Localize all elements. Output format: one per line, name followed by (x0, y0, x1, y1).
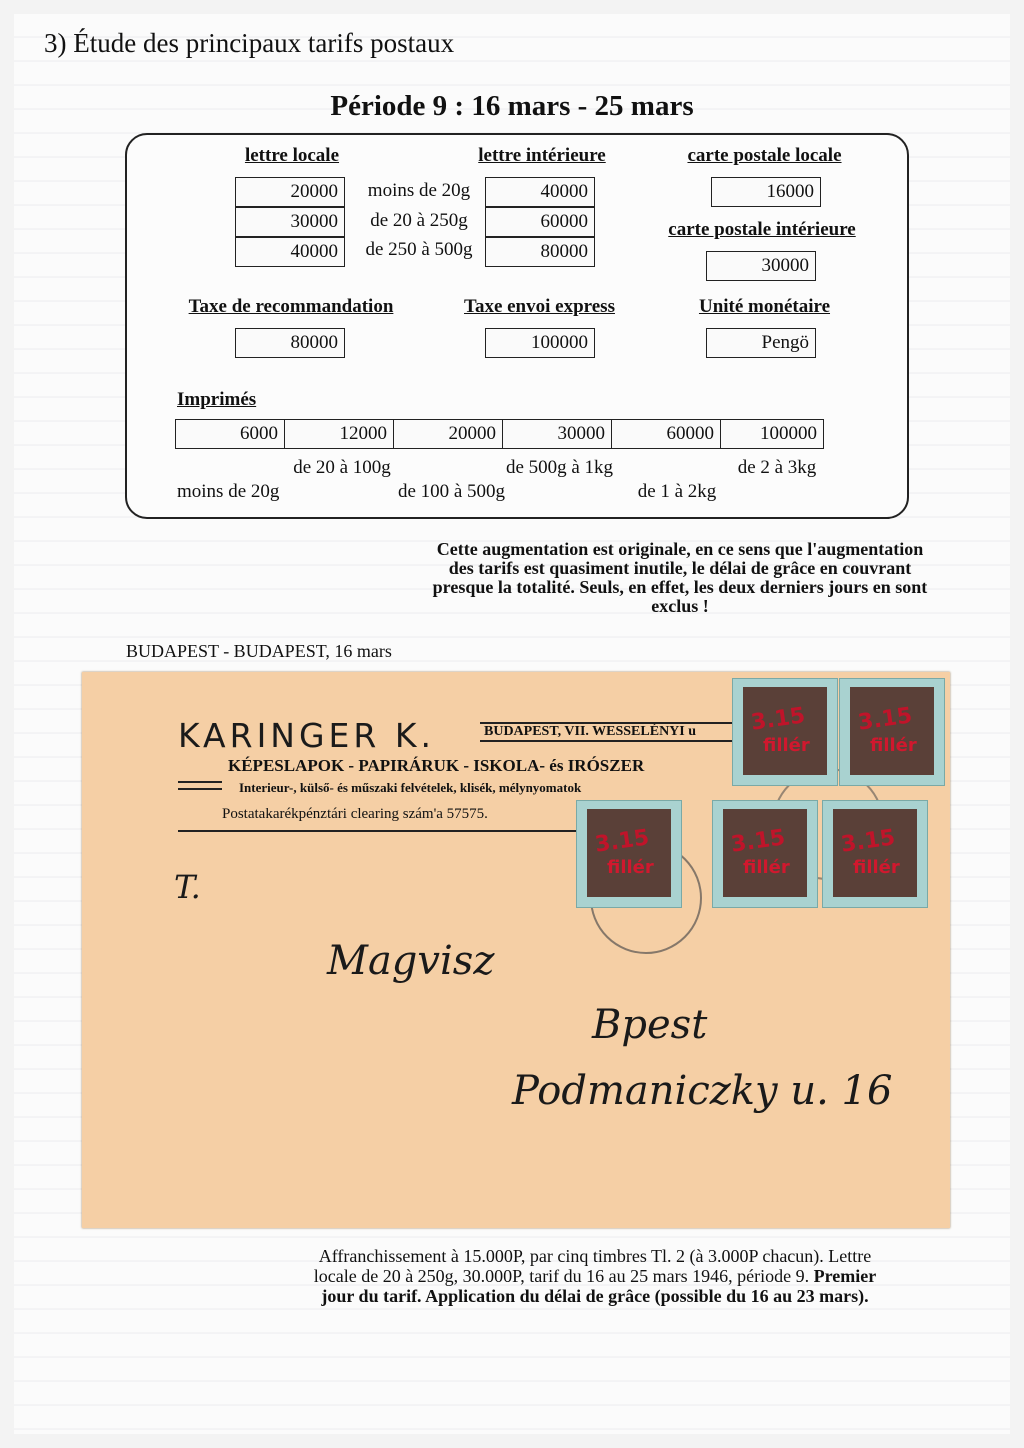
range-1: moins de 20g (367, 180, 471, 201)
cover-rule-2 (178, 788, 222, 790)
imprimes-range-3: de 100 à 500g (397, 481, 506, 502)
interieure-value-1: 40000 (485, 177, 595, 207)
header-carte-interieure: carte postale intérieure (668, 219, 856, 240)
imprimes-range-1: moins de 20g (177, 481, 280, 502)
interieure-value-2: 60000 (485, 207, 595, 237)
stamp: 3.15 fillér (822, 800, 928, 908)
stamp: 3.15 fillér (576, 800, 682, 908)
caption-bold: Premier jour du tarif. Application du délai de grâce (possible du 16 au 23 mars). (321, 1266, 877, 1306)
recommandation-value: 80000 (235, 328, 345, 358)
stamp: 3.15 fillér (732, 678, 838, 786)
range-2: de 20 à 250g (370, 210, 468, 231)
header-monnaie: Unité monétaire (698, 296, 831, 317)
cover-address: BUDAPEST, VII. WESSELÉNYI u (480, 722, 784, 742)
monnaie-value: Pengö (706, 328, 816, 358)
carte-locale-value: 16000 (711, 177, 821, 207)
cover-line-2: Interieur-, külső- és műszaki felvételek, klisék, mélynyomatok (239, 780, 582, 795)
cover-line-3: Postatakarékpénztári clearing szám'a 57575. (222, 806, 488, 822)
header-imprimes: Imprimés (177, 389, 257, 410)
header-carte-locale: carte postale locale (687, 145, 842, 166)
period-title: Période 9 : 16 mars - 25 mars (330, 90, 694, 122)
cover-company: KARINGER K. (178, 716, 435, 755)
locale-value-1: 20000 (235, 177, 345, 207)
cover-caption (300, 1246, 890, 1306)
header-lettre-locale: lettre locale (244, 145, 340, 166)
header-express: Taxe envoi express (464, 296, 615, 317)
interieure-value-3: 80000 (485, 237, 595, 267)
handwritten-initial: T. (174, 868, 201, 906)
imprimes-range-2: de 20 à 100g (293, 457, 391, 478)
imprimes-value-1: 6000 (175, 419, 285, 449)
imprimes-value-6: 100000 (720, 419, 824, 449)
commentary-note: Cette augmentation est originale, en ce sens que l'augmentation des tarifs est quasiment inutile, le délai de grâce en couvrant presque la totalité. Seuls, en effet, les deux derniers jours en sont exclus ! (432, 539, 928, 616)
imprimes-value-4: 30000 (502, 419, 612, 449)
handwritten-city: Bpest (592, 1002, 708, 1048)
range-3: de 250 à 500g (365, 239, 473, 260)
imprimes-value-3: 20000 (393, 419, 503, 449)
imprimes-range-4: de 500g à 1kg (505, 457, 614, 478)
imprimes-range-5: de 1 à 2kg (637, 481, 717, 502)
imprimes-value-5: 60000 (611, 419, 721, 449)
route-label: BUDAPEST - BUDAPEST, 16 mars (126, 641, 392, 661)
carte-interieure-value: 30000 (706, 251, 816, 281)
imprimes-value-2: 12000 (284, 419, 394, 449)
locale-value-3: 40000 (235, 237, 345, 267)
header-lettre-interieure: lettre intérieure (478, 145, 606, 166)
cover-rule-1 (178, 781, 222, 783)
section-title: 3) Étude des principaux tarifs postaux (44, 28, 455, 58)
caption-text: Affranchissement à 15.000P, par cinq timbres Tl. 2 (à 3.000P chacun). Lettre locale de 20 à 250g, 30.000P, tarif du 16 au 25 mars 1946, période 9. (313, 1246, 872, 1286)
handwritten-addressee: Magvisz (327, 938, 495, 984)
stamp: 3.15 fillér (839, 678, 945, 786)
imprimes-range-6: de 2 à 3kg (737, 457, 817, 478)
handwritten-street: Podmaniczky u. 16 (512, 1068, 893, 1114)
tariff-table (125, 133, 909, 519)
postal-cover (82, 672, 950, 1228)
header-recommandation: Taxe de recommandation (188, 296, 394, 317)
locale-value-2: 30000 (235, 207, 345, 237)
stamp: 3.15 fillér (712, 800, 818, 908)
cover-line-1: KÉPESLAPOK - PAPIRÁRUK - ISKOLA- és IRÓSZER (228, 756, 645, 775)
express-value: 100000 (485, 328, 595, 358)
